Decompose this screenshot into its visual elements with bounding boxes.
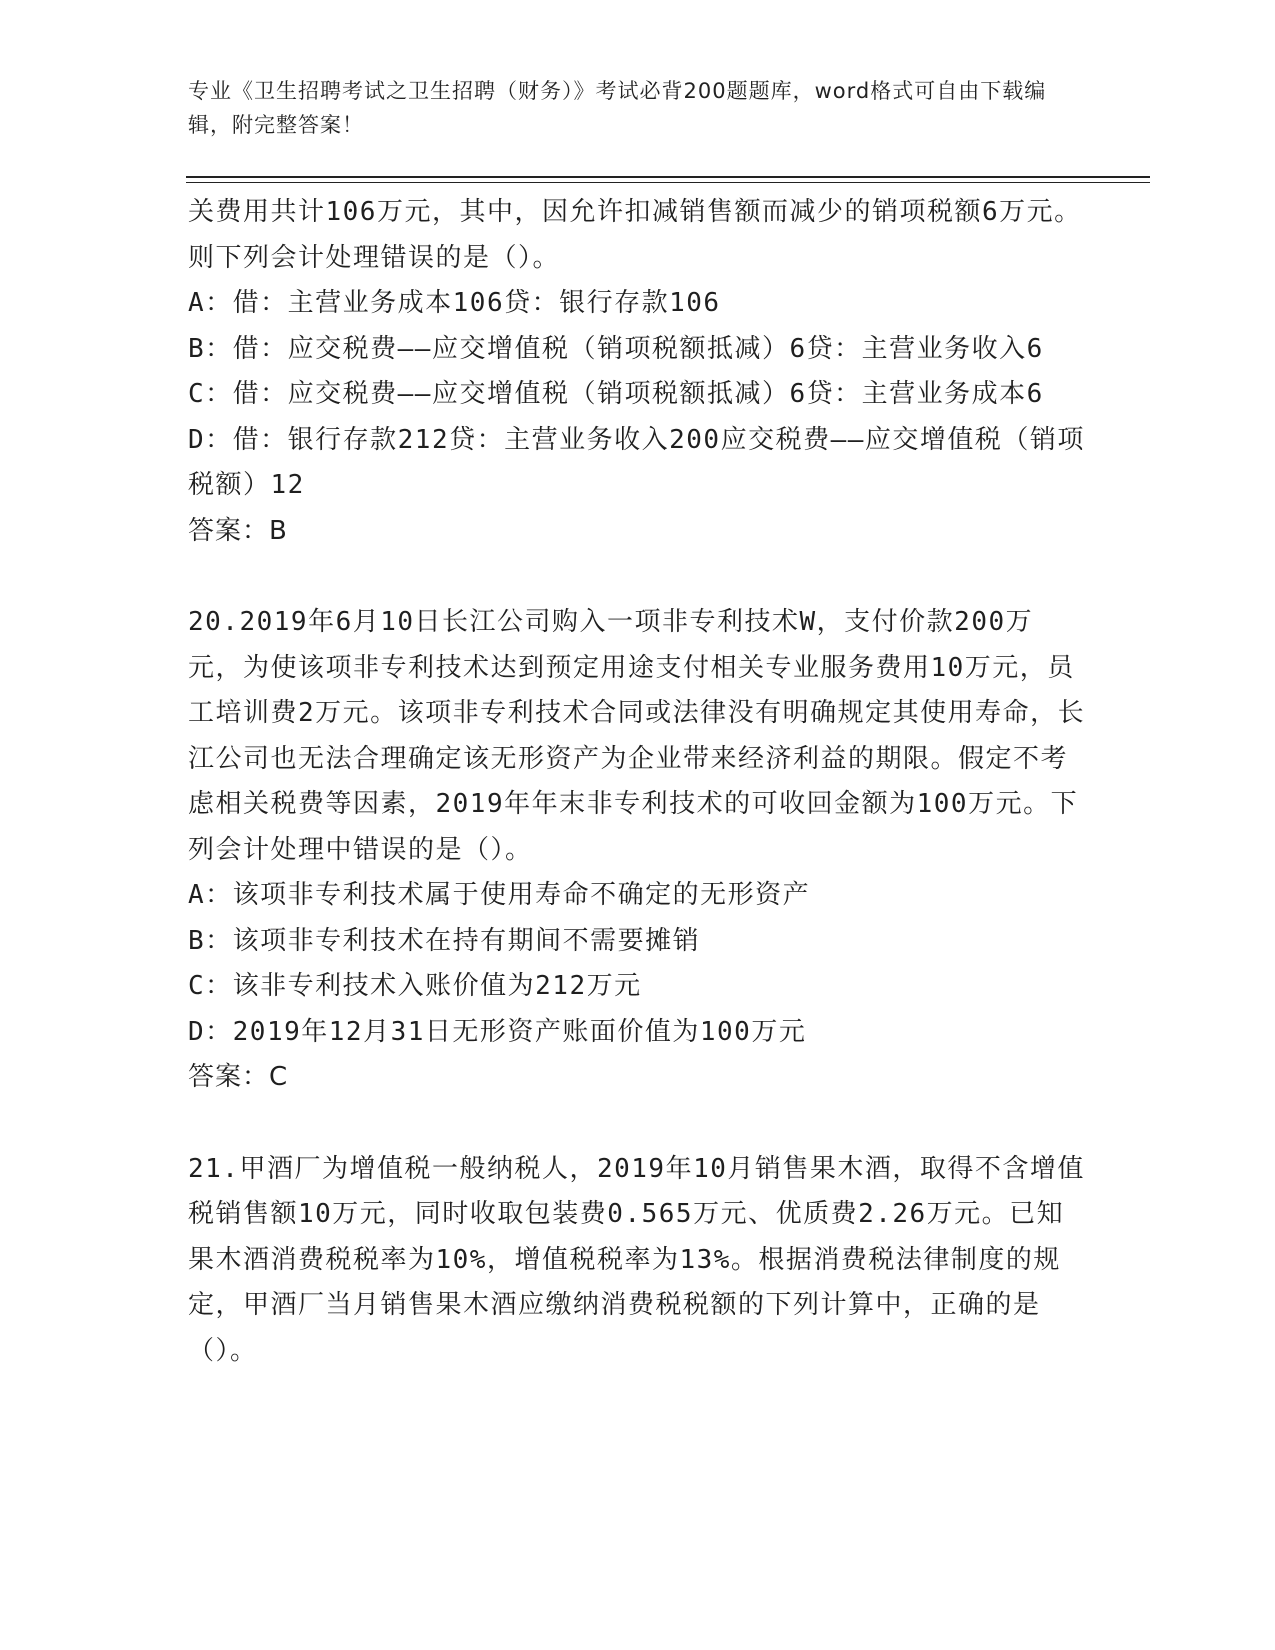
option-b: B：该项非专利技术在持有期间不需要摊销: [188, 925, 701, 956]
question-block-continued: [188, 190, 1088, 554]
spacer: [188, 554, 1088, 600]
question-block-20: [188, 600, 1088, 1101]
question-block-21: [188, 1147, 1088, 1375]
option-a: A：借：主营业务成本106贷：银行存款106: [188, 288, 721, 318]
question-stem: 关费用共计106万元，其中，因允许扣减销售额而减少的销项税额6万元。则下列会计处理错误的是（）。: [188, 197, 1082, 273]
header-rule-thin: [186, 182, 1150, 183]
document-body: [188, 190, 1088, 1374]
option-d: D：借：银行存款212贷：主营业务收入200应交税费——应交增值税（销项税额）12: [188, 424, 1085, 500]
option-c: C：该非专利技术入账价值为212万元: [188, 971, 642, 1001]
option-a: A：该项非专利技术属于使用寿命不确定的无形资产: [188, 880, 811, 910]
option-c: C：借：应交税费——应交增值税（销项税额抵减）6贷：主营业务成本6: [188, 379, 1044, 409]
option-b: B：借：应交税费——应交增值税（销项税额抵减）6贷：主营业务收入6: [188, 333, 1044, 364]
answer-label: 答案：B: [188, 515, 288, 546]
document-header-title: 专业《卫生招聘考试之卫生招聘（财务）》考试必背200题题库，word格式可自由下载编辑，附完整答案！: [188, 79, 1047, 137]
option-d: D：2019年12月31日无形资产账面价值为100万元: [188, 1016, 807, 1047]
spacer: [188, 1101, 1088, 1147]
answer-label: 答案：C: [188, 1062, 289, 1092]
header-rule-thick: [186, 176, 1150, 178]
question-stem: 20.2019年6月10日长江公司购入一项非专利技术W，支付价款200万元，为使该项非专利技术达到预定用途支付相关专业服务费用10万元，员工培训费2万元。该项非专利技术合同或法律没有明确规定其使用寿命，长江公司也无法合理确定该无形资产为企业带来经济利益的期限。假定不考虑相关税费等因素，2019年年末非专利技术的可收回金额为100万元。下列会计处理中错误的是（）。: [188, 607, 1086, 865]
question-stem: 21.甲酒厂为增值税一般纳税人，2019年10月销售果木酒，取得不含增值税销售额10万元，同时收取包装费0.565万元、优质费2.26万元。已知果木酒消费税税率为10%，增值税税率为13%。根据消费税法律制度的规定，甲酒厂当月销售果木酒应缴纳消费税税额的下列计算中，正确的是（）。: [188, 1153, 1085, 1366]
